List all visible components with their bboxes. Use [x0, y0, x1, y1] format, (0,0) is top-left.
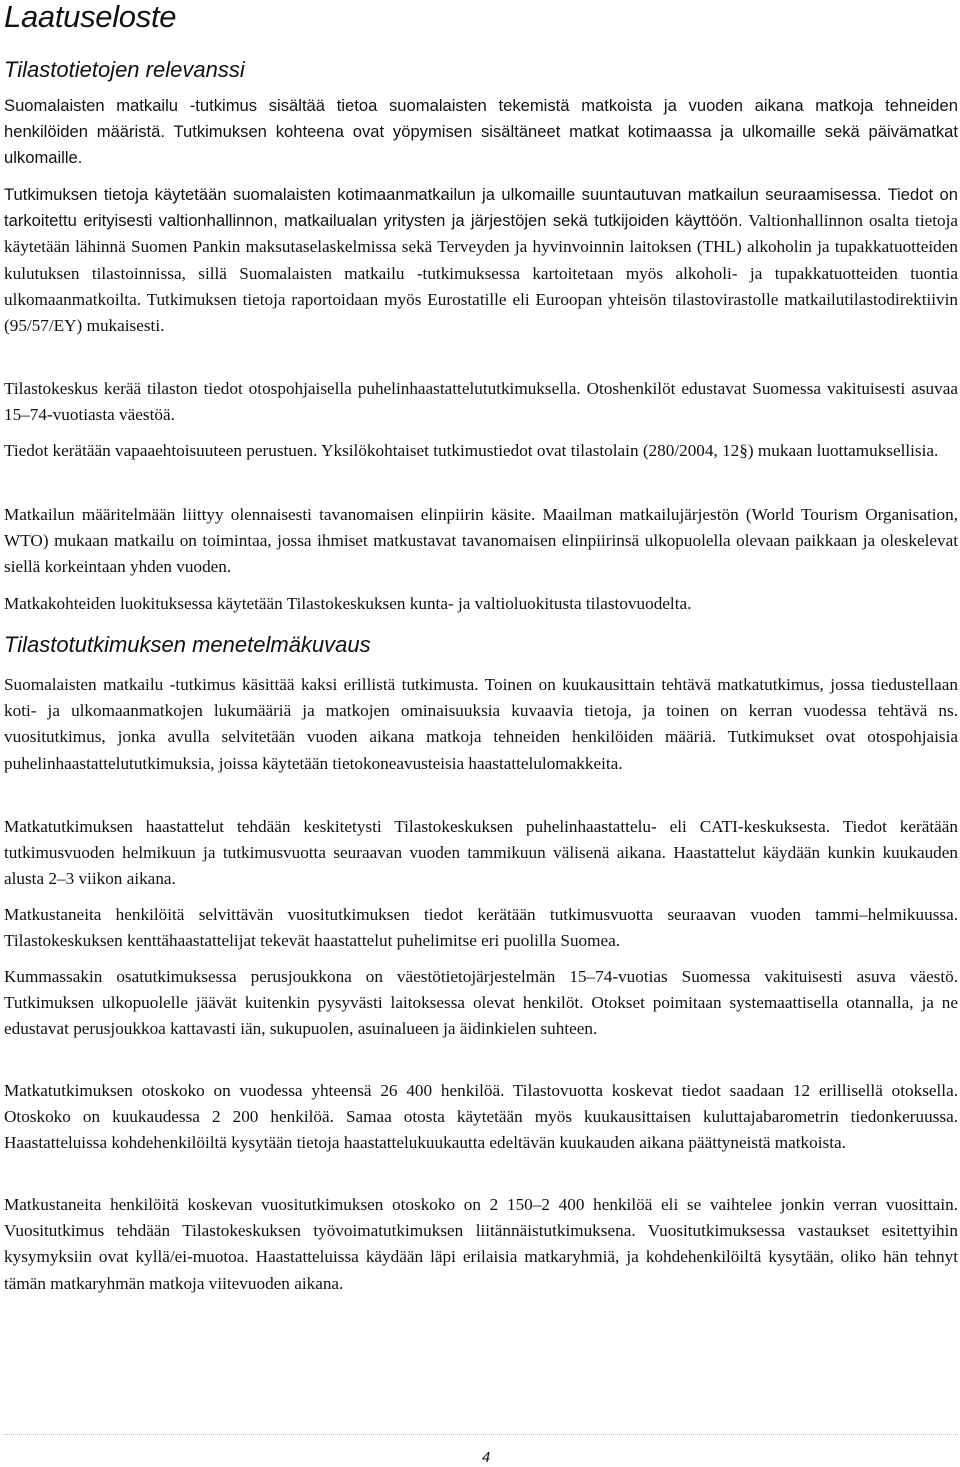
footer-divider: [4, 1434, 958, 1435]
paragraph-serif-text: Matkatutkimuksen haastattelut tehdään keskitetysti Tilastokeskuksen puhelinhaastattelu- eli CATI-keskuksesta. Tiedot kerätään tutkimusvuoden helmikuun ja tutkimusvuotta seuraavan vuoden tammikuun välisenä aikana. Haastattelut käydään kunkin kuukauden alusta 2–3 viikon aikana.: [4, 817, 958, 889]
paragraph-serif-text: Valtionhallinnon osalta tietoja käytetään lähinnä Suomen Pankin maksutaselaskelmissa sekä Terveyden ja hyvinvoinnin laitoksen (THL) alkoholin ja tupakkatuotteiden kulutuksen tilastoinnissa, sillä Suomalaisten matkailu -tutkimuksessa kartoitetaan myös alkoholi- ja tupakkatuotteiden tuontia ulkomaanmatkoilta. Tutkimuksen tietoja raportoidaan myös Eurostatille eli Euroopan yhteisön tilastovirastolle matkailutilastodirektiivin (95/57/EY) mukaisesti.: [4, 211, 959, 336]
paragraph-serif-text: Matkatutkimuksen otoskoko on vuodessa yhteensä 26 400 henkilöä. Tilastovuotta koskevat tiedot saadaan 12 erillisellä otoksella. Otoskoko on kuukaudessa 2 200 henkilöä. Samaa otosta käytetään myös kuukausittaisen kuluttajabarometrin tiedonkeruussa. Haastatteluissa kohdehenkilöiltä kysytään tietoja haastattelukuukautta edeltävän kuukauden aikana päättyneistä matkoista.: [4, 1081, 958, 1153]
paragraph: [4, 1192, 958, 1297]
paragraph: [4, 376, 958, 428]
section-heading-method: Tilastotutkimuksen menetelmäkuvaus: [4, 632, 371, 657]
paragraph: [4, 814, 958, 893]
paragraph: [4, 672, 958, 777]
paragraph: [4, 902, 958, 954]
paragraph-serif-text: Tilastokeskus kerää tilaston tiedot otospohjaisella puhelinhaastattelututkimuksella. Otoshenkilöt edustavat Suomessa vakituisesti asuvaa 15–74-vuotiasta väestöä.: [4, 379, 958, 425]
paragraph-sans-text: Suomalaisten matkailu -tutkimus sisältää tietoa suomalaisten tekemistä matkoista ja vuoden aikana matkoja tehneiden henkilöiden määristä. Tutkimuksen kohteena ovat yöpymisen sisältäneet matkat kotimaassa ja ulkomaille sekä päivämatkat ulkomaille.: [4, 96, 958, 168]
paragraph: [4, 502, 958, 581]
paragraph-serif-text: Kummassakin osatutkimuksessa perusjoukkona on väestötietojärjestelmän 15–74-vuotias Suomessa vakituisesti asuva väestö. Tutkimuksen ulkopuolelle jäävät kuitenkin pysyvästi laitoksessa olevat henkilöt. Otokset poimitaan systemaattisella otannalla, ja ne edustavat perusjoukkoa kattavasti iän, sukupuolen, asuinalueen ja äidinkielen suhteen.: [4, 967, 958, 1039]
page-title: Laatuseloste: [4, 0, 177, 34]
paragraph: [4, 964, 958, 1043]
page-number: 4: [481, 1449, 491, 1466]
paragraph: [4, 93, 958, 172]
paragraph: [4, 1078, 958, 1157]
paragraph-serif-text: Matkailun määritelmään liittyy olennaisesti tavanomaisen elinpiirin käsite. Maailman matkailujärjestön (World Tourism Organisation, WTO) mukaan matkailu on toimintaa, jossa ihmiset matkustavat tavanomaisen elinpiirinsä ulkopuolella olevaan paikkaan ja oleskelevat siellä korkeintaan yhden vuoden.: [4, 505, 958, 577]
paragraph: [4, 438, 958, 464]
paragraph-sans-text: Tutkimuksen tietoja käytetään suomalaisten kotimaanmatkailun ja ulkomaille suuntautuvan matkailun seuraamisessa. Tiedot on tarkoitettu erityisesti valtionhallinnon, matkailualan yritysten ja järjestöjen sekä tutkijoiden käyttöön.: [4, 185, 958, 231]
paragraph: [4, 591, 958, 617]
paragraph: [4, 182, 958, 339]
paragraph-serif-text: Suomalaisten matkailu -tutkimus käsittää kaksi erillistä tutkimusta. Toinen on kuukausittain tehtävä matkatutkimus, jossa tiedustellaan koti- ja ulkomaanmatkojen lukumääriä ja matkojen ominaisuuksia kuvaavia tietoja, ja toinen on kerran vuodessa tehtävä ns. vuositutkimus, jonka avulla selvitetään vuoden aikana matkoja tehneiden henkilöiden määriä. Tutkimukset ovat otospohjaisia puhelinhaastattelututkimuksia, joissa käytetään tietokoneavusteisia haastattelulomakkeita.: [4, 675, 958, 773]
paragraph-serif-text: Matkakohteiden luokituksessa käytetään Tilastokeskuksen kunta- ja valtioluokitusta tilastovuodelta.: [4, 594, 692, 613]
paragraph-serif-text: Matkustaneita henkilöitä koskevan vuositutkimuksen otoskoko on 2 150–2 400 henkilöä eli se vaihtelee jonkin verran vuosittain. Vuositutkimus tehdään Tilastokeskuksen työvoimatutkimuksen liitännäistutkimuksena. Vuositutkimuksessa vastaukset esitettyihin kysymyksiin ovat kyllä/ei-muotoa. Haastatteluissa käydään läpi erilaisia matkaryhmiä, ja kohdehenkilöiltä kysytään, oliko hän tehnyt tämän matkaryhmän matkoja viitevuoden aikana.: [4, 1195, 958, 1293]
paragraph-serif-text: Matkustaneita henkilöitä selvittävän vuositutkimuksen tiedot kerätään tutkimusvuotta seuraavan vuoden tammi–helmikuussa. Tilastokeskuksen kenttähaastattelijat tekevät haastattelut puhelimitse eri puolilla Suomea.: [4, 905, 958, 951]
section-heading-relevance: Tilastotietojen relevanssi: [4, 57, 245, 82]
paragraph-serif-text: Tiedot kerätään vapaaehtoisuuteen perustuen. Yksilökohtaiset tutkimustiedot ovat tilastolain (280/2004, 12§) mukaan luottamuksellisia.: [4, 441, 939, 460]
